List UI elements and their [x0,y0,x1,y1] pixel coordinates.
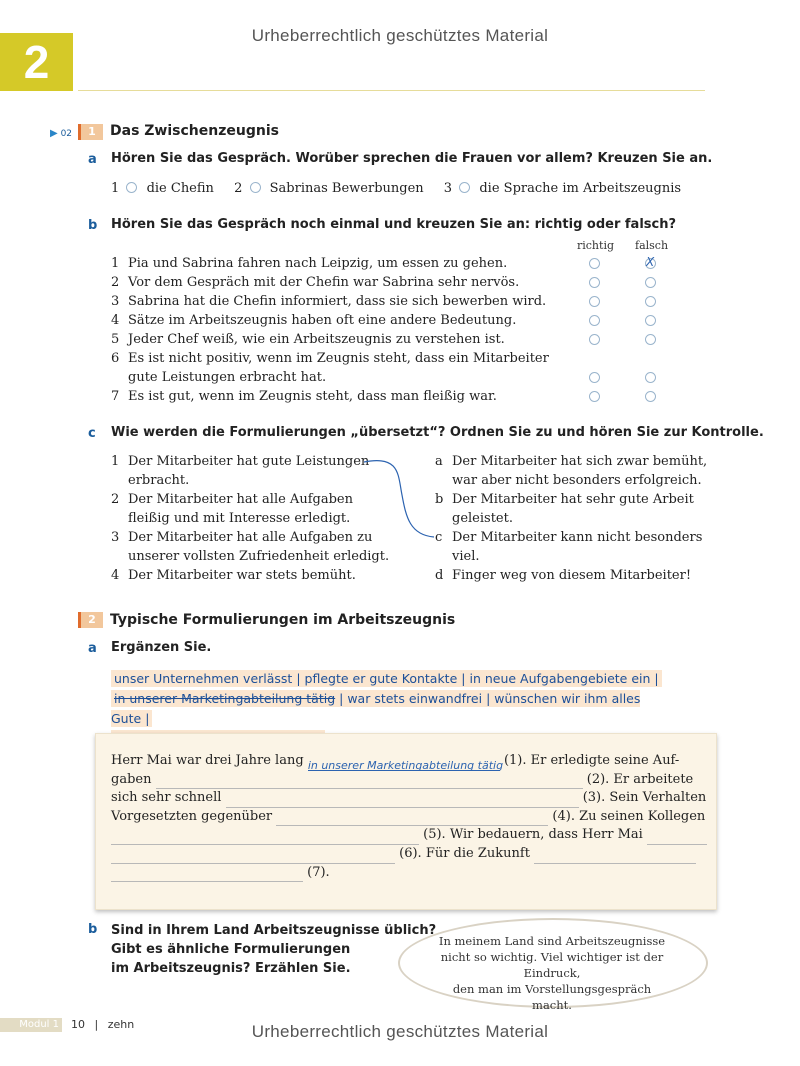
match-text: Der Mitarbeiter kann nicht besonders [452,530,703,545]
match-left-item [111,528,401,547]
option-text: die Chefin [146,181,214,196]
match-right-item [435,566,715,585]
subtask-letter-1a: a [88,152,97,167]
match-left-list [111,452,401,585]
match-letter: a [435,454,443,469]
statement-row [111,254,551,273]
word-option: pflegte er gute Kontakte [304,671,458,686]
subtask-letter-1b: b [88,218,98,233]
exercise-title-2: Typische Formulierungen im Arbeitszeugnis [110,612,456,628]
exercise-title-1: Das Zwischenzeugnis [110,123,279,139]
statement-number: 2 [111,275,120,290]
radio-falsch-6[interactable] [645,372,656,383]
match-letter: c [435,530,443,545]
option-text: Sabrinas Bewerbungen [269,181,424,196]
subtask-letter-2a: a [88,641,97,656]
statement-row [111,330,551,349]
instruction-1b: Hören Sie das Gespräch noch einmal und kreuzen Sie an: richtig oder falsch? [111,217,677,232]
gap-6-start[interactable] [647,831,707,845]
cloze-text-segment: Herr Mai war drei Jahre lang [111,753,304,768]
statement-text: Sabrina hat die Chefin informiert, dass sie sich bewerben wird. [128,294,547,309]
subtask-letter-2b: b [88,922,98,937]
statement-text: Es ist nicht positiv, wenn im Zeugnis steht, dass ein Mitarbeiter [128,351,549,366]
cloze-text-segment: (4). Zu seinen Kollegen [552,808,706,824]
match-text: viel. [452,549,480,564]
radio-richtig-6[interactable] [589,372,600,383]
instruction-2a: Ergänzen Sie. [111,640,212,655]
match-right-item [435,452,715,471]
gap-2[interactable] [156,775,583,789]
audio-track-number: 02 [60,129,73,139]
word-separator: | [296,671,301,686]
radio-falsch-2[interactable] [645,277,656,288]
match-text: Der Mitarbeiter hat sich zwar bemüht, [452,454,708,469]
statement-list [111,254,551,406]
audio-track[interactable] [50,128,72,139]
handwritten-x-mark: X [646,255,655,269]
match-number: 3 [111,530,120,545]
statement-number: 1 [111,256,120,271]
word-separator: | [654,671,659,686]
match-right-list [435,452,715,585]
statement-row [111,273,551,292]
word-option-used: in unserer Marketingabteilung tätig [114,691,336,706]
radio-richtig-3[interactable] [589,296,600,307]
option-text: die Sprache im Arbeitszeugnis [479,181,682,196]
match-text: unserer vollsten Zufriedenheit erledigt. [128,549,390,564]
match-text: erbracht. [128,473,190,488]
word-option: wünschen wir ihm alles Gute [111,691,641,726]
match-left-item [111,490,401,509]
statement-row [111,349,551,368]
radio-falsch-3[interactable] [645,296,656,307]
instruction-line: Gibt es ähnliche Formulierungen [111,942,351,957]
option-number: 3 [443,181,453,196]
cloze-text-segment: sich sehr schnell [111,790,222,806]
match-number: 4 [111,568,120,583]
radio-richtig-2[interactable] [589,277,600,288]
word-separator: | [486,691,491,706]
gap-7-start[interactable] [534,850,696,864]
instruction-1c: Wie werden die Formulierungen „übersetzt“? Ordnen Sie zu und hören Sie zur Kontrolle. [111,425,764,440]
gap-7[interactable] [111,868,303,882]
match-text: Der Mitarbeiter hat alle Aufgaben [128,492,353,507]
speech-bubble-text [420,933,684,1013]
checkbox-circle[interactable] [250,182,261,193]
column-header-richtig: richtig [577,239,615,252]
radio-richtig-1[interactable] [589,258,600,269]
option-number: 1 [111,181,120,196]
instruction-2b [111,921,436,978]
column-header-falsch: falsch [635,239,669,252]
match-text: Der Mitarbeiter hat alle Aufgaben zu [128,530,373,545]
word-option: unser Unternehmen verlässt [114,671,293,686]
match-left-item [111,566,401,585]
cloze-text-segment: (3). Sein Verhalten [582,790,707,806]
cloze-text-segment: (2). Er arbeitete [586,771,694,787]
match-number: 2 [111,492,120,507]
instruction-line: im Arbeitszeugnis? Erzählen Sie. [111,961,351,976]
exercise-number-1: 1 [78,124,103,140]
match-text: geleistet. [452,511,513,526]
bubble-line: In meinem Land sind Arbeitszeugnisse [438,934,666,948]
match-text: Finger weg von diesem Mitarbeiter! [452,568,692,583]
match-text: war aber nicht besonders erfolgreich. [452,473,702,488]
bubble-line: macht. [532,998,572,1012]
statement-row [111,292,551,311]
statement-number: 5 [111,332,120,347]
match-right-item [435,490,715,509]
cloze-text-segment: gaben [111,771,152,787]
watermark-bottom: Urheberrechtlich geschütztes Material [251,1022,549,1041]
radio-richtig-5[interactable] [589,334,600,345]
match-left-item [111,452,401,471]
page-divider: | [94,1018,99,1031]
statement-text: Vor dem Gespräch mit der Chefin war Sabrina sehr nervös. [128,275,520,290]
gap-3[interactable] [226,794,579,808]
radio-falsch-4[interactable] [645,315,656,326]
match-number: 1 [111,454,120,469]
statement-number: 7 [111,389,120,404]
bubble-line: den man im Vorstellungsgespräch [452,982,652,996]
filled-gap-1[interactable]: in unserer Marketingabteilung tätig [307,758,504,772]
cloze-text-segment: (6). Für die Zukunft [399,845,530,861]
statement-row-continued [111,368,551,387]
options-1a [111,179,681,198]
gap-5[interactable] [111,831,419,845]
module-tab: Modul 1 [0,1018,62,1032]
play-icon[interactable]: ▶ [50,128,58,139]
statement-row [111,311,551,330]
chapter-badge: 2 [0,33,73,91]
statement-number: 3 [111,294,120,309]
cloze-text-segment: (1). Er erledigte seine Auf- [503,753,680,768]
word-separator: | [339,691,344,706]
word-separator: | [461,671,466,686]
match-letter: d [435,568,444,583]
handwritten-connector-line [360,455,440,545]
cloze-text-segment: (5). Wir bedauern, dass Herr Mai [423,827,643,843]
radio-falsch-5[interactable] [645,334,656,345]
match-text: Der Mitarbeiter war stets bemüht. [128,568,356,583]
cloze-text [111,752,707,882]
cloze-text-segment: Vorgesetzten gegenüber [111,808,273,824]
match-text: Der Mitarbeiter hat sehr gute Arbeit [452,492,694,507]
option-number: 2 [234,181,243,196]
watermark-top: Urheberrechtlich geschütztes Material [251,26,549,45]
instruction-1a: Hören Sie das Gespräch. Worüber sprechen die Frauen vor allem? Kreuzen Sie an. [111,151,713,166]
checkbox-circle[interactable] [126,182,137,193]
statement-number: 4 [111,313,120,328]
page-number-digits: 10 [71,1018,85,1031]
exercise-number-2: 2 [78,612,103,628]
radio-falsch-7[interactable] [645,391,656,402]
radio-richtig-4[interactable] [589,315,600,326]
checkbox-circle[interactable] [459,182,470,193]
statement-text: Jeder Chef weiß, wie ein Arbeitszeugnis zu verstehen ist. [128,332,505,347]
word-separator: | [145,711,150,726]
statement-number: 6 [111,351,120,366]
page-number-word: zehn [107,1018,135,1031]
statement-row [111,387,551,406]
statement-text: Es ist gut, wenn im Zeugnis steht, dass man fleißig war. [128,389,497,404]
word-option: war stets einwandfrei [347,691,483,706]
match-right-item [435,528,715,547]
match-letter: b [435,492,444,507]
cloze-text-segment: (7). [307,864,330,880]
statement-text: gute Leistungen erbracht hat. [128,370,327,385]
gap-4[interactable] [276,812,548,826]
match-text: fleißig und mit Interesse erledigt. [128,511,351,526]
statement-text: Pia und Sabrina fahren nach Leipzig, um essen zu gehen. [128,256,508,271]
gap-6[interactable] [111,850,395,864]
instruction-line: Sind in Ihrem Land Arbeitszeugnisse üblich? [111,923,437,938]
match-text: Der Mitarbeiter hat gute Leistungen [128,454,370,469]
subtask-letter-1c: c [88,426,96,441]
radio-richtig-7[interactable] [589,391,600,402]
statement-text: Sätze im Arbeitszeugnis haben oft eine andere Bedeutung. [128,313,517,328]
bubble-line: nicht so wichtig. Viel wichtiger ist der Eindruck, [440,950,664,980]
header-rule [78,90,705,91]
word-option: in neue Aufgabengebiete ein [469,671,651,686]
